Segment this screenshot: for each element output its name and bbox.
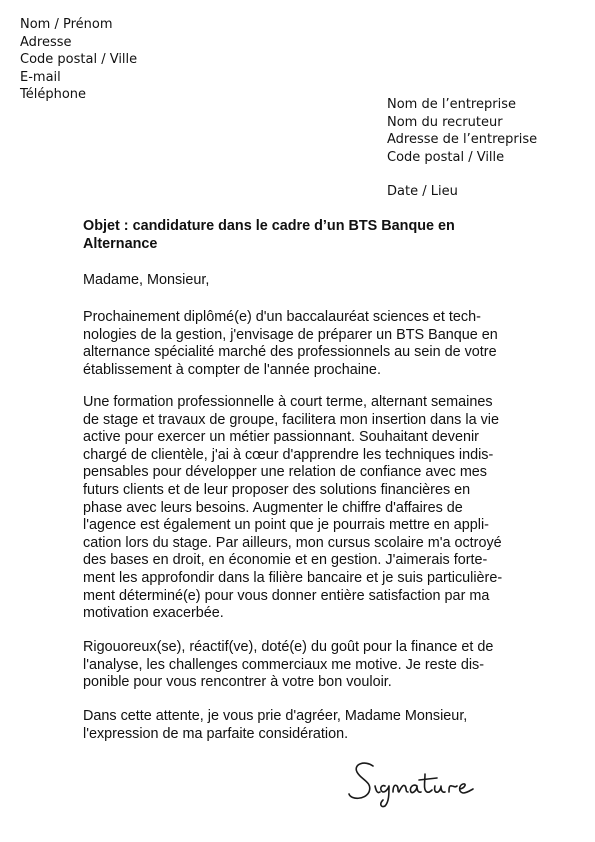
text-line: l'agence est également un point que je pourrais mettre en appli- [83,517,489,534]
text-line: Rigouoreux(se), réactif(ve), doté(e) du goût pour la finance et de [83,639,494,655]
recipient-postal-city: Code postal / Ville [387,149,505,165]
text-line: Prochainement diplômé(e) d'un baccalauréat sciences et tech- [83,309,481,325]
sender-phone: Téléphone [20,87,87,103]
date-place: Date / Lieu [387,184,458,199]
text-line: l'expression de ma parfaite considération. [83,725,349,742]
text-line: Dans cette attente, je vous prie d'agréer, Madame Monsieur, [83,708,468,724]
text-line: de stage et travaux de groupe, facilitera mon insertion dans la vie [83,411,499,428]
text-line: motivation exacerbée. [83,605,224,622]
signature [345,756,485,812]
sender-postal-city: Code postal / Ville [20,52,138,68]
text-line: alternance spécialité marché des professionnels au sein de votre [83,344,497,361]
recipient-address: Adresse de l’entreprise [387,132,538,148]
recipient-company: Nom de l’entreprise [387,97,516,112]
text-line: cation lors du stage. Par ailleurs, mon cursus scolaire m'a octroyé [83,534,502,551]
text-line: l'analyse, les challenges commerciaux me motive. Je reste dis- [83,656,485,673]
sender-name: Nom / Prénom [20,17,113,32]
recipient-recruiter: Nom du recruteur [387,114,503,130]
text-line: établissement à compter de l'année prochaine. [83,361,381,378]
text-line: nologies de la gestion, j'envisage de préparer un BTS Banque en [83,326,498,343]
text-line: active pour exercer un métier passionnant. Souhaitant devenir [83,429,479,446]
paragraph-1 [83,309,543,379]
closing-paragraph [83,708,543,743]
paragraph-3 [83,639,543,692]
subject-line-1: Objet : candidature dans le cadre d’un BTS Banque en [83,218,455,234]
text-line: phase avec leurs besoins. Augmenter le chiffre d'affaires de [83,499,463,516]
text-line: Une formation professionnelle à court terme, alternant semaines [83,394,493,410]
text-line: ponible pour vous rencontrer à votre bon vouloir. [83,674,392,691]
text-line: pensables pour développer une relation de confiance avec mes [83,464,488,481]
subject-line-2: Alternance [83,235,158,252]
sender-block [20,16,137,104]
sender-address: Adresse [20,34,72,50]
recipient-block [387,96,537,166]
subject-line [83,218,455,253]
greeting: Madame, Monsieur, [83,272,210,288]
text-line: futurs clients et de leur proposer des solutions financières en [83,481,471,498]
paragraph-2 [83,394,543,623]
text-line: chargé de clientèle, j'ai à cœur d'apprendre les techniques indis- [83,446,494,463]
text-line: des bases en droit, en économie et en gestion. J'aimerais forte- [83,552,488,569]
text-line: ment les approfondir dans la filière bancaire et je suis particulière- [83,569,503,586]
sender-email: E-mail [20,69,61,85]
text-line: ment déterminé(e) pour vous donner entière satisfaction par ma [83,587,490,604]
